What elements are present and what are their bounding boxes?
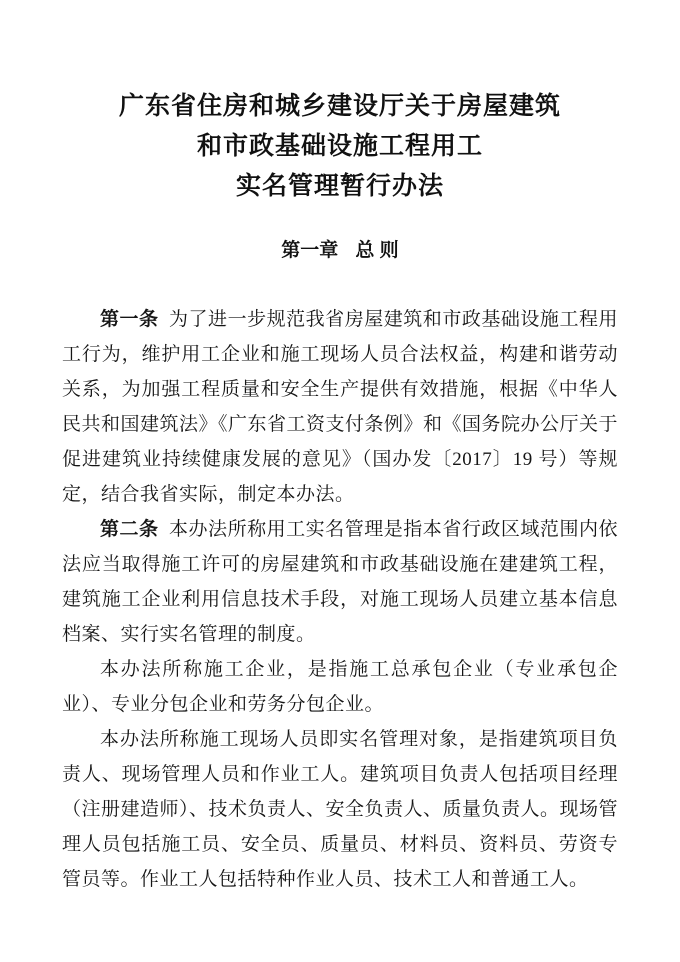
article-2-text: 本办法所称用工实名管理是指本省行政区域范围内依法应当取得施工许可的房屋建筑和市政基础设施在建建筑工程，建筑施工企业利用信息技术手段，对施工现场人员建立基本信息档案、实行实名管理的制度。 [62, 519, 618, 645]
article-1-label: 第一条 [100, 309, 159, 330]
title-line-1: 广东省住房和城乡建设厅关于房屋建筑 [118, 92, 561, 120]
article-1-text: 为了进一步规范我省房屋建筑和市政基础设施工程用工行为，维护用工企业和施工现场人员合法权益，构建和谐劳动关系，为加强工程质量和安全生产提供有效措施，根据《中华人民共和国建筑法》《广东省工资支付条例》和《国务院办公厅关于促进建筑业持续健康发展的意见》（国办发〔2017〕19 号）等规定，结合我省实际，制定本办法。 [62, 309, 619, 505]
article-2-paragraph-2 [62, 652, 618, 722]
title-line-2: 和市政基础设施工程用工 [196, 132, 483, 160]
article-2-paragraph [62, 512, 618, 652]
article-2-label: 第二条 [100, 519, 159, 540]
document-body [62, 302, 618, 897]
chapter-title: 总 则 [355, 240, 399, 261]
article-2-paragraph-2-text: 本办法所称施工企业，是指施工总承包企业（专业承包企业）、专业分包企业和劳务分包企业。 [62, 659, 618, 715]
article-2-paragraph-3 [62, 722, 618, 897]
chapter-number: 第一章 [281, 240, 339, 261]
article-2-paragraph-3-text: 本办法所称施工现场人员即实名管理对象，是指建筑项目负责人、现场管理人员和作业工人。建筑项目负责人包括项目经理（注册建造师）、技术负责人、安全负责人、质量负责人。现场管理人员包括施工员、安全员、质量员、材料员、资料员、劳资专管员等。作业工人包括特种作业人员、技术工人和普通工人。 [62, 729, 619, 890]
document-title [0, 0, 680, 206]
title-line-3: 实名管理暂行办法 [235, 172, 444, 200]
chapter-heading [0, 236, 680, 266]
article-1-paragraph [62, 302, 618, 512]
